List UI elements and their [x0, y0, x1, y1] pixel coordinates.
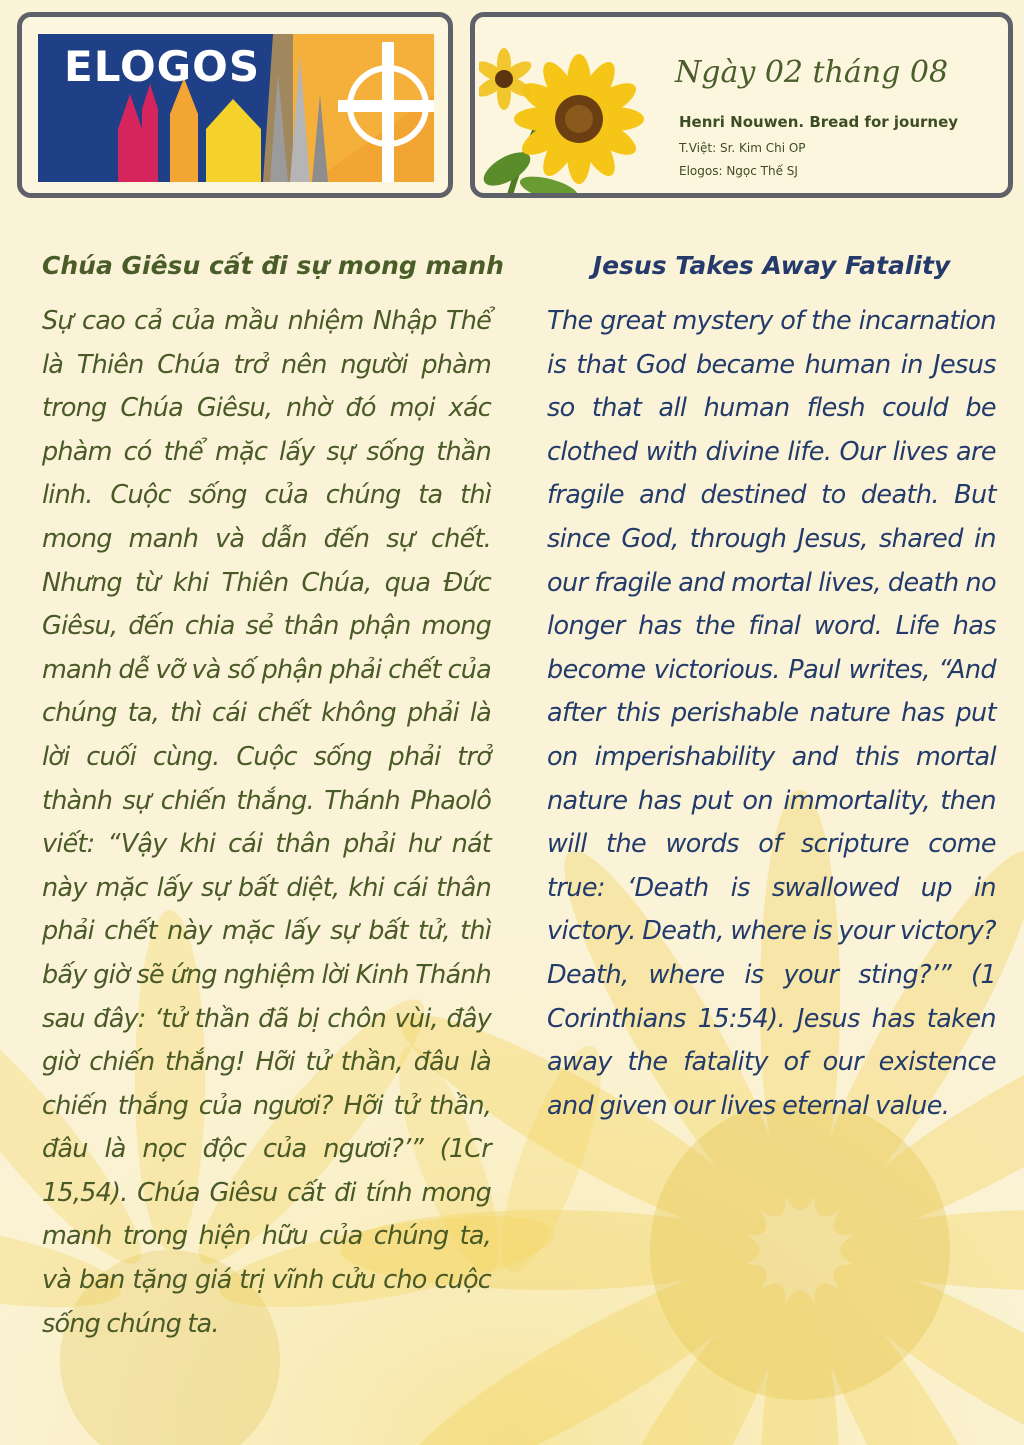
english-title: Jesus Takes Away Fatality — [592, 251, 951, 280]
logo-text: ELOGOS — [64, 42, 261, 91]
logo-panel — [17, 12, 453, 198]
translator-credit: T.Việt: Sr. Kim Chi OP — [679, 141, 806, 155]
vietnamese-column — [42, 248, 504, 1346]
vietnamese-body: Sự cao cả của mầu nhiệm Nhập Thể là Thiên Chúa trở nên người phàm trong Chúa Giêsu, nhờ đó mọi xác phàm có thể mặc lấy sự sống thần linh. Cuộc sống của chúng ta thì mong manh và dẫn đến sự chết. Nhưng từ khi Thiên Chúa, qua Đức Giêsu, đến chia sẻ thân phận mong manh dễ vỡ và số phận phải chết của chúng ta, thì cái chết không phải là lời cuối cùng. Cuộc sống phải trở thành sự chiến thắng. Thánh Phaolô viết: “Vậy khi cái thân phải hư nát này mặc lấy sự bất diệt, khi cái thân phải chết này mặc lấy sự bất tử, thì bấy giờ sẽ ứng nghiệm lời Kinh Thánh sau đây: ‘tử thần đã bị chôn vùi, đây giờ chiến thắng! Hỡi tử thần, đâu là chiến thắng của ngươi? Hỡi tử thần, đâu là nọc độc của ngươi?’” (1Cr 15,54). Chúa Giêsu cất đi tính mong manh trong hiện hữu của chúng ta, và ban tặng giá trị vĩnh cửu cho cuộc sống chúng ta. — [42, 306, 491, 1339]
sunflower-icon — [479, 39, 649, 198]
vietnamese-title: Chúa Giêsu cất đi sự mong manh — [42, 251, 504, 280]
date-title: Ngày 02 tháng 08 — [675, 55, 949, 90]
author-source: Henri Nouwen. Bread for journey — [679, 113, 959, 131]
english-body: The great mystery of the incarnation is that God became human in Jesus so that all human flesh could be clothed with divine life. Our lives are fragile and destined to death. But since God, through Jesus, shared in our fragile and mortal lives, death no longer has the final word. Life has become victorious. Paul writes, “And after this perishable nature has put on imperishability and this mortal nature has put on immortality, then will the words of scripture come true: ‘Death is swallowed up in victory. Death, where is your victory? Death, where is your sting?’” (1 Corinthians 15:54). Jesus has taken away the fatality of our existence and given our lives eternal value. — [547, 306, 996, 1121]
english-column — [547, 248, 996, 1128]
elogos-logo — [38, 34, 434, 182]
info-panel — [470, 12, 1013, 198]
elogos-credit: Elogos: Ngọc Thế SJ — [679, 164, 798, 178]
